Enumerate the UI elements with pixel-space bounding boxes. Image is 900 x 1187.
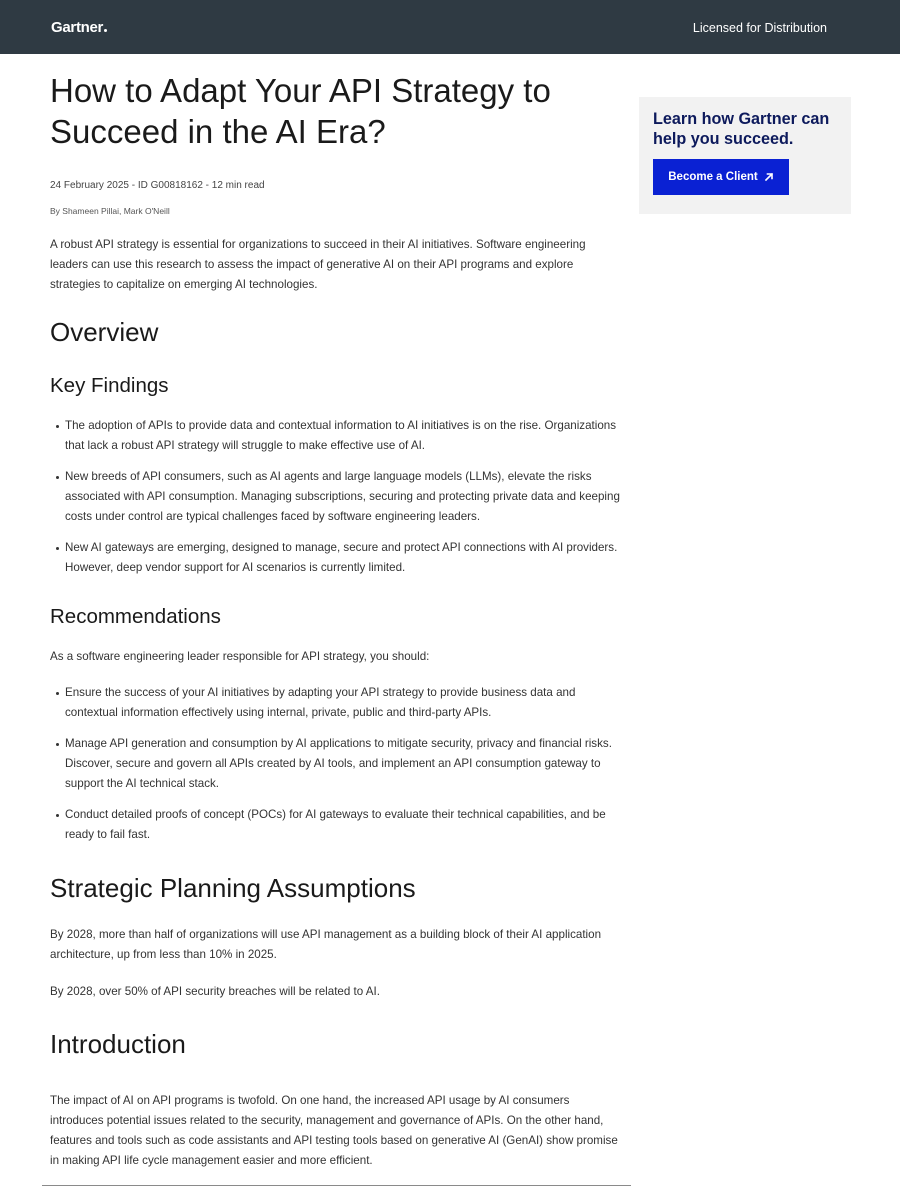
strategic-planning-heading: Strategic Planning Assumptions bbox=[50, 873, 416, 903]
sidebar-card bbox=[639, 97, 851, 214]
content-divider bbox=[42, 1185, 631, 1186]
bullet-dot bbox=[56, 692, 59, 695]
list-item-text: Conduct detailed proofs of concept (POCs) for AI gateways to evaluate their technical capabilities, and be ready to fail fast. bbox=[65, 808, 606, 841]
recommendations-heading: Recommendations bbox=[50, 605, 221, 628]
article-meta: 24 February 2025 - ID G00818162 - 12 min read bbox=[50, 180, 265, 191]
introduction-paragraph: The impact of AI on API programs is twofold. On one hand, the increased API usage by AI consumers introduces potential issues related to the security, management and governance of APIs. On the other hand, features and tools such as code assistants and API testing tools based on generative AI (GenAI) show promise in making API life cycle management easier and more efficient. bbox=[50, 1094, 618, 1167]
sidebar-card-title: Learn how Gartner can help you succeed. bbox=[653, 110, 830, 148]
list-item bbox=[50, 467, 625, 527]
list-item bbox=[50, 683, 625, 723]
bullet-dot bbox=[56, 547, 59, 550]
become-a-client-button[interactable] bbox=[653, 159, 789, 195]
cta-label: Become a Client bbox=[668, 171, 758, 183]
key-findings-heading: Key Findings bbox=[50, 374, 169, 397]
article-authors: By Shameen Pillai, Mark O'Neill bbox=[50, 206, 170, 216]
bullet-dot bbox=[56, 476, 59, 479]
licensed-label: Licensed for Distribution bbox=[692, 21, 827, 35]
recommendations-list bbox=[50, 683, 625, 856]
spa-paragraph-2: By 2028, over 50% of API security breaches will be related to AI. bbox=[50, 985, 380, 998]
page-title: How to Adapt Your API Strategy to Succeed in the AI Era? bbox=[50, 72, 551, 150]
arrow-up-right-icon bbox=[764, 172, 774, 182]
logo-dot bbox=[104, 29, 107, 32]
bullet-dot bbox=[56, 743, 59, 746]
article-summary: A robust API strategy is essential for organizations to succeed in their AI initiatives. Software engineering leaders can use this research to assess the impact of generative AI on their API programs and explore strategies to capitalize on emerging AI technologies. bbox=[50, 238, 586, 291]
list-item bbox=[50, 805, 625, 845]
list-item bbox=[50, 416, 625, 456]
introduction-heading: Introduction bbox=[50, 1029, 186, 1059]
recommendations-intro: As a software engineering leader responsible for API strategy, you should: bbox=[50, 650, 430, 663]
key-findings-list bbox=[50, 416, 625, 589]
top-bar bbox=[0, 0, 900, 54]
bullet-dot bbox=[56, 425, 59, 428]
list-item-text: The adoption of APIs to provide data and contextual information to AI initiatives is on the rise. Organizations that lack a robust API strategy will struggle to make effective use of AI. bbox=[65, 419, 617, 452]
bullet-dot bbox=[56, 814, 59, 817]
list-item-text: New AI gateways are emerging, designed to manage, secure and protect API connections with AI providers. However, deep vendor support for AI scenarios is currently limited. bbox=[65, 541, 618, 574]
list-item-text: Manage API generation and consumption by AI applications to mitigate security, privacy and financial risks. Discover, secure and govern all APIs created by AI tools, and implement an API consumption gateway to support the AI technical stack. bbox=[65, 737, 612, 790]
logo-text: Gartner bbox=[51, 19, 104, 36]
list-item-text: New breeds of API consumers, such as AI agents and large language models (LLMs), elevate the risks associated with API consumption. Managing subscriptions, securing and protecting private data and keeping costs under control are typical challenges faced by software engineering leaders. bbox=[65, 470, 620, 523]
spa-paragraph-1: By 2028, more than half of organizations will use API management as a building block of their AI application architecture, up from less than 10% in 2025. bbox=[50, 928, 602, 961]
overview-heading: Overview bbox=[50, 317, 159, 347]
gartner-logo[interactable] bbox=[51, 19, 107, 36]
list-item bbox=[50, 538, 625, 578]
list-item bbox=[50, 734, 625, 794]
list-item-text: Ensure the success of your AI initiatives by adapting your API strategy to provide business data and contextual information effectively using internal, private, public and third-party APIs. bbox=[65, 686, 576, 719]
